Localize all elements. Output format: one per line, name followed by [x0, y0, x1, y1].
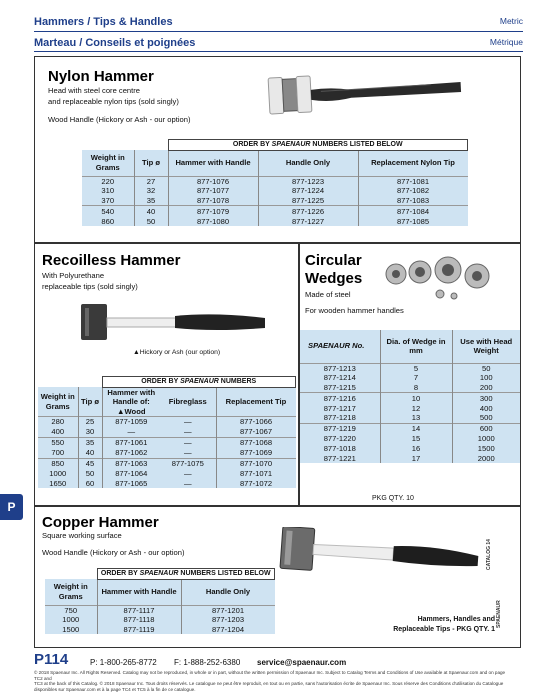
- recoilless-table: [38, 376, 296, 488]
- table-cell: 877-1071: [216, 469, 296, 479]
- header-title-en: Hammers / Tips & Handles Metric: [34, 16, 523, 28]
- table-cell: 700: [51, 448, 65, 458]
- description: Made of steel: [305, 290, 351, 299]
- table-cell: 12: [380, 404, 452, 414]
- table-cell: 877-1082: [358, 186, 468, 196]
- handle-caption: ▲Hickory or Ash (our option): [133, 349, 221, 356]
- metric-label: Metric: [499, 16, 523, 26]
- table-cell: 7: [380, 373, 452, 383]
- table-cell: 750: [64, 605, 78, 615]
- table-cell: 860: [101, 216, 115, 226]
- table-cell: 10: [380, 393, 452, 404]
- description: replaceable tips (sold singly): [42, 282, 138, 291]
- col-header: Handle Only: [258, 150, 358, 176]
- section-title: Wedges: [305, 270, 363, 287]
- table-cell: 877-1226: [258, 206, 358, 217]
- table-cell: 877-1117: [97, 605, 181, 615]
- col-header: Weight in Grams: [90, 153, 125, 172]
- section-tab-p[interactable]: P: [0, 494, 23, 520]
- table-cell: 370: [101, 195, 115, 205]
- wedges-image: [382, 250, 492, 302]
- table-cell: 60: [78, 479, 102, 489]
- table-cell: 877-1059: [102, 417, 160, 427]
- table-cell: 877-1085: [358, 217, 468, 227]
- table-cell: 877-1221: [323, 453, 356, 463]
- table-cell: 280: [51, 417, 65, 427]
- table-cell: 877-1061: [102, 437, 160, 448]
- table-cell: 40: [78, 448, 102, 458]
- table-cell: 35: [78, 437, 102, 448]
- table-cell: 2000: [452, 454, 520, 464]
- col-header: Use with Head Weight: [452, 330, 520, 363]
- nylon-hammer-image: [261, 63, 471, 123]
- table-cell: 877-1083: [358, 196, 468, 206]
- table-cell: 877-1068: [216, 437, 296, 448]
- section-title: Nylon Hammer: [48, 68, 154, 85]
- table-cell: 14: [380, 423, 452, 434]
- order-label: ORDER BY SPAENAUR NUMBERS LISTED BELOW: [168, 140, 468, 151]
- table-cell: 877-1215: [323, 382, 356, 392]
- description: Wood Handle (Hickory or Ash - our option): [42, 548, 185, 557]
- description: Square working surface: [42, 531, 122, 540]
- table-cell: 8: [380, 383, 452, 393]
- table-cell: 850: [51, 459, 65, 469]
- header-divider-2: [34, 51, 523, 52]
- table-cell: 877-1081: [358, 176, 468, 186]
- table-cell: 877-1225: [258, 196, 358, 206]
- table-cell: 877-1066: [216, 417, 296, 427]
- table-cell: 35: [134, 196, 168, 206]
- table-cell: 1650: [49, 478, 67, 488]
- table-cell: 877-1201: [181, 605, 275, 615]
- table-cell: 877-1227: [258, 217, 358, 227]
- table-cell: —: [102, 427, 160, 437]
- table-cell: 550: [51, 438, 65, 448]
- order-label: ORDER BY SPAENAUR NUMBERS LISTED BELOW: [97, 569, 275, 580]
- table-cell: 877-1204: [181, 625, 275, 635]
- col-header: Weight in Grams: [53, 582, 88, 601]
- table-cell: —: [183, 417, 192, 427]
- description: Wood Handle (Hickory or Ash - our option): [48, 115, 191, 124]
- table-cell: —: [183, 478, 192, 488]
- col-header: SPAENAUR No.: [308, 341, 365, 351]
- table-cell: 877-1203: [181, 615, 275, 625]
- table-cell: 400: [51, 426, 65, 436]
- table-cell: 877-1220: [323, 434, 356, 444]
- table-cell: 32: [134, 186, 168, 196]
- table-cell: 1500: [62, 624, 80, 634]
- table-cell: 1000: [49, 469, 67, 479]
- table-cell: 500: [452, 413, 520, 423]
- table-cell: 877-1216: [323, 393, 356, 403]
- metric-label-fr: Métrique: [489, 37, 523, 47]
- table-cell: 877-1075: [171, 459, 204, 469]
- table-cell: 877-1080: [168, 217, 258, 227]
- table-cell: 877-1223: [258, 176, 358, 186]
- table-cell: 877-1118: [97, 615, 181, 625]
- col-header: Tip ø: [78, 387, 102, 417]
- table-cell: 1000: [452, 434, 520, 444]
- table-cell: 5: [380, 363, 452, 373]
- table-cell: 877-1076: [168, 176, 258, 186]
- table-cell: 877-1064: [102, 469, 160, 479]
- table-cell: 877-1214: [323, 373, 356, 383]
- table-cell: 50: [78, 469, 102, 479]
- catalog-label: CATALOG 14: [486, 539, 492, 570]
- table-cell: 15: [380, 434, 452, 444]
- table-cell: 600: [452, 423, 520, 434]
- table-cell: 400: [452, 404, 520, 414]
- table-cell: 25: [78, 417, 102, 427]
- table-cell: 877-1018: [323, 444, 356, 454]
- note: Replaceable Tips - PKG QTY. 1: [393, 626, 495, 633]
- table-cell: 877-1067: [216, 427, 296, 437]
- table-cell: 877-1070: [216, 458, 296, 469]
- col-header: Tip ø: [134, 150, 168, 176]
- table-cell: 877-1078: [168, 196, 258, 206]
- phone: P: 1-800-265-8772: [90, 658, 157, 667]
- table-cell: 877-1063: [102, 458, 160, 469]
- copper-table: [45, 568, 275, 634]
- nylon-table: [82, 139, 468, 226]
- table-cell: 300: [452, 393, 520, 404]
- table-cell: 877-1084: [358, 206, 468, 217]
- table-cell: 45: [78, 458, 102, 469]
- description: For wooden hammer handles: [305, 306, 404, 315]
- table-cell: 30: [78, 427, 102, 437]
- table-cell: 40: [134, 206, 168, 217]
- circular-wedges-section: [299, 243, 521, 506]
- table-cell: 877-1077: [168, 186, 258, 196]
- table-cell: 50: [452, 363, 520, 373]
- col-header: Hammer with Handle: [97, 579, 181, 605]
- wedges-table: [300, 330, 520, 463]
- copper-hammer-section: [34, 506, 521, 648]
- col-header: Handle Only: [181, 579, 275, 605]
- note: Hammers, Handles and: [417, 616, 495, 623]
- fine-print: © 2018 Spaenaur Inc. All Rights Reserved. Catalog may not be reproduced, in whole or in part, without the written permission of Spaenaur Inc. Subject to Catalog Terms and Conditions of Use available at Spaenaur.com and on page TC2 and TC3 at the back of this Catalog. © 2018 Spaenaur Inc. Tous droits réservés. Le catalogue ne peut être reproduit, en tout ou en partie, sans l'autorisation écrite de Spaenaur Inc. Sous réserve des Conditions d'utilisation du Catalogue disponibles sur Spaenaur.com et à la page TC4 et TC5 à la fin de ce catalogue.: [34, 670, 506, 692]
- col-header: Replacement Tip: [216, 387, 296, 417]
- col-header: Dia. of Wedge in mm: [380, 330, 452, 363]
- table-cell: 310: [101, 186, 115, 196]
- section-title: Copper Hammer: [42, 514, 159, 531]
- table-cell: 877-1069: [216, 448, 296, 458]
- table-cell: 877-1224: [258, 186, 358, 196]
- package-quantity: PKG QTY. 10: [372, 495, 414, 502]
- table-cell: 877-1079: [168, 206, 258, 217]
- table-cell: 1000: [62, 615, 80, 625]
- table-cell: 100: [452, 373, 520, 383]
- col-header: Hammer with Handle: [168, 150, 258, 176]
- table-cell: —: [183, 426, 192, 436]
- table-cell: 540: [101, 206, 115, 216]
- section-title: Recoilless Hammer: [42, 252, 181, 269]
- table-cell: 877-1213: [323, 363, 356, 373]
- table-cell: 877-1062: [102, 448, 160, 458]
- section-title: Circular: [305, 252, 362, 269]
- table-cell: 17: [380, 454, 452, 464]
- recoilless-hammer-section: [34, 243, 299, 506]
- table-cell: 877-1065: [102, 479, 160, 489]
- nylon-hammer-section: [34, 56, 521, 243]
- col-header: Weight in Grams: [40, 392, 75, 411]
- table-cell: —: [183, 469, 192, 479]
- table-cell: 877-1119: [97, 625, 181, 635]
- table-cell: 877-1072: [216, 479, 296, 489]
- table-cell: —: [183, 448, 192, 458]
- order-label: ORDER BY SPAENAUR NUMBERS: [102, 377, 296, 388]
- table-cell: 877-1218: [323, 413, 356, 423]
- brand-label: SPAENAUR: [496, 600, 502, 628]
- header-divider: [34, 31, 523, 32]
- description: Head with steel core centre: [48, 86, 141, 95]
- copper-hammer-image: [273, 527, 483, 587]
- table-cell: 220: [101, 176, 115, 186]
- recoilless-hammer-image: [75, 300, 275, 350]
- email-link[interactable]: service@spaenaur.com: [257, 658, 347, 667]
- header-title-fr: Marteau / Conseils et poignées Métrique: [34, 37, 523, 49]
- table-cell: 877-1219: [323, 424, 356, 434]
- table-cell: 16: [380, 444, 452, 454]
- table-cell: —: [183, 438, 192, 448]
- description: and replaceable nylon tips (sold singly): [48, 97, 179, 106]
- col-header: Fibreglass: [168, 397, 207, 407]
- table-cell: 877-1217: [323, 403, 356, 413]
- table-cell: 1500: [452, 444, 520, 454]
- table-cell: 200: [452, 383, 520, 393]
- page-number: P114: [34, 651, 69, 668]
- table-cell: 50: [134, 217, 168, 227]
- fax: F: 1-888-252-6380: [174, 658, 241, 667]
- col-header: Replacement Nylon Tip: [358, 150, 468, 176]
- table-cell: 27: [134, 176, 168, 186]
- description: With Polyurethane: [42, 271, 105, 280]
- table-cell: 13: [380, 413, 452, 423]
- col-header: Hammer with Handle of: ▲Wood: [102, 387, 160, 417]
